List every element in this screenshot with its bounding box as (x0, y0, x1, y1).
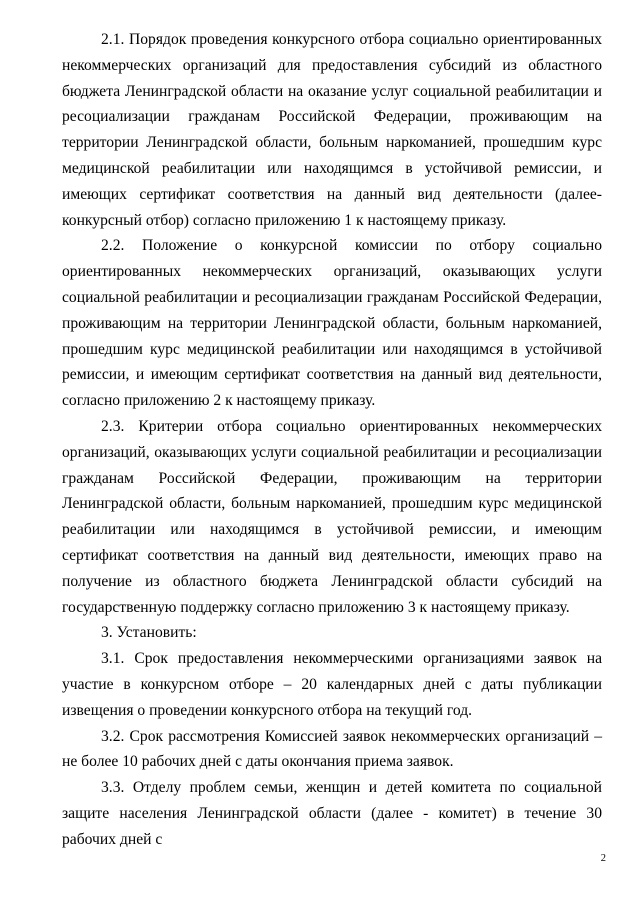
paragraph-3-1: 3.1. Срок предоставления некоммерческими организациями заявок на участие в конкурсном отборе – 20 календарных дней с даты публикации извещения о проведении конкурсного отбора на текущий год. (62, 650, 602, 719)
page-number: 2 (600, 853, 606, 864)
paragraph-2-3: 2.3. Критерии отбора социально ориентированных некоммерческих организаций, оказывающих услуги социальной реабилитации и ресоциализации гражданам Российской Федерации, проживающим на территории Ленинградской области, больным наркоманией, прошедшим курс медицинской реабилитации или находящимся в устойчивой ремиссии, и имеющим сертификат соответствия на данный вид деятельности, имеющих право на получение из областного бюджета Ленинградской области субсидий на государственную поддержку согласно приложению 3 к настоящему приказу. (62, 417, 602, 616)
paragraph-3-2: 3.2. Срок рассмотрения Комиссией заявок некоммерческих организаций – не более 10 рабочих дней с даты окончания приема заявок. (62, 727, 602, 771)
paragraph-3-3: 3.3. Отделу проблем семьи, женщин и детей комитета по социальной защите населения Ленинградской области (далее - комитет) в течение 30 рабочих дней с (62, 779, 602, 848)
paragraph-2-2: 2.2. Положение о конкурсной комиссии по отбору социально ориентированных некоммерческих организаций, оказывающих услуги социальной реабилитации и ресоциализации гражданам Российской Федерации, проживающим на территории Ленинградской области, больным наркоманией, прошедшим курс медицинской реабилитации или находящимся в устойчивой ремиссии, и имеющим сертификат соответствия на данный вид деятельности, согласно приложению 2 к настоящему приказу. (62, 237, 602, 410)
paragraph-2-1: 2.1. Порядок проведения конкурсного отбора социально ориентированных некоммерческих организаций для предоставления субсидий из областного бюджета Ленинградской области на оказание услуг социальной реабилитации и ресоциализации гражданам Российской Федерации, проживающим на территории Ленинградской области, больным наркоманией, прошедшим курс медицинской реабилитации или находящимся в устойчивой ремиссии, и имеющих сертификат соответствия на данный вид деятельности (далее- конкурсный отбор) согласно приложению 1 к настоящему приказу. (62, 31, 602, 229)
document-body (62, 27, 602, 853)
paragraph-3: 3. Установить: (101, 624, 197, 642)
